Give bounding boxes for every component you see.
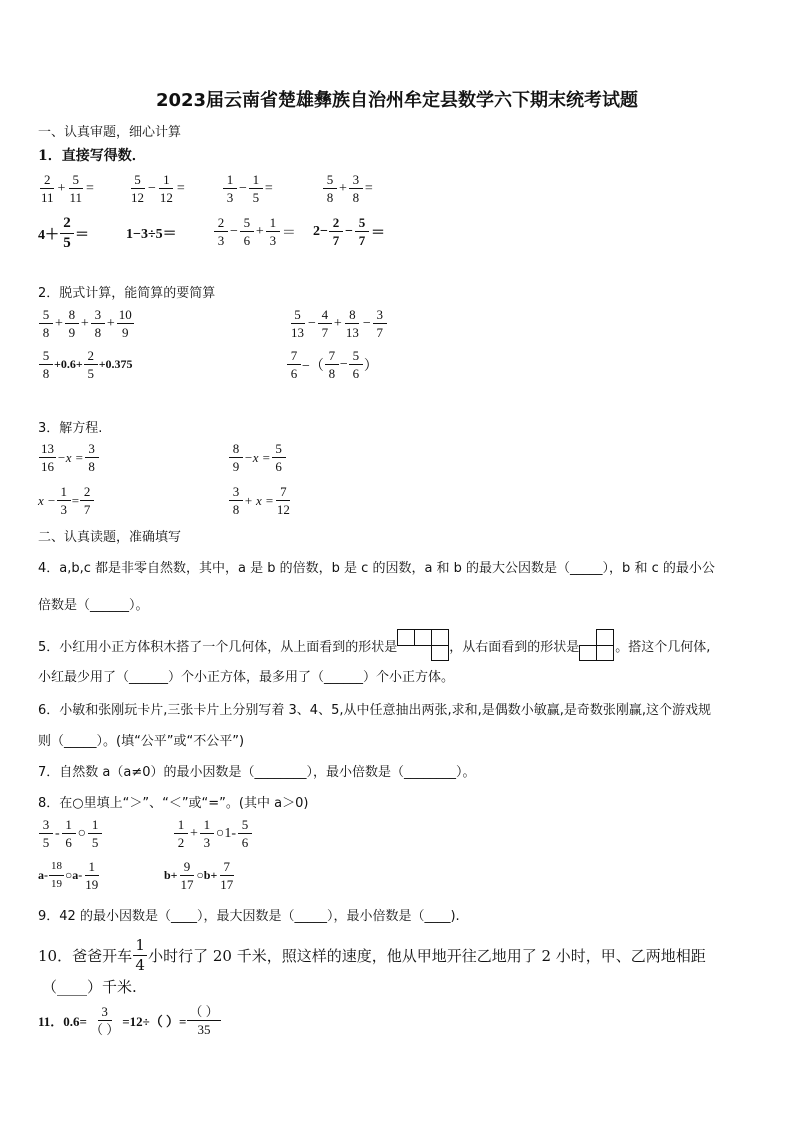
operator: − — [148, 180, 156, 196]
denominator: 19 — [51, 878, 62, 890]
denominator: 7 — [321, 325, 329, 340]
denominator: 9 — [121, 325, 129, 340]
fraction — [229, 484, 243, 517]
fraction — [355, 215, 369, 248]
section-heading-1: 一、认真审题，细心计算 — [38, 125, 182, 140]
numerator: 7 — [276, 484, 290, 501]
denominator: 13 — [291, 325, 304, 340]
numerator: 5 — [39, 348, 53, 365]
operator: = — [85, 180, 94, 196]
fraction — [39, 348, 53, 381]
numerator: 3 — [373, 307, 387, 324]
fraction — [349, 348, 363, 381]
page-title: 2023届云南省楚雄彝族自治州牟定县数学六下期末统考试题 — [155, 90, 639, 111]
q1-row1-expr1 — [38, 172, 95, 205]
numerator: 1 — [223, 172, 237, 189]
q3-equation3-middle: = — [71, 492, 80, 508]
operator: = — [364, 180, 373, 196]
q3-equation4 — [228, 484, 293, 517]
fraction — [39, 817, 53, 850]
operator: + — [339, 180, 347, 196]
fraction — [57, 484, 71, 517]
operator: ＝ — [281, 225, 296, 241]
fraction — [329, 215, 343, 248]
operator: − — [308, 315, 316, 331]
operator: − — [239, 180, 247, 196]
operator: - — [55, 825, 60, 841]
denominator: 8 — [352, 190, 360, 205]
fraction — [214, 215, 228, 248]
section-heading-2: 二、认真读题，准确填写 — [38, 530, 182, 545]
operator: − — [362, 315, 371, 331]
fraction — [223, 172, 237, 205]
fraction — [325, 348, 339, 381]
top-view-shape-icon — [397, 629, 449, 661]
fraction — [39, 307, 53, 340]
fraction — [88, 817, 102, 850]
operator: + — [57, 180, 66, 196]
operator: + — [80, 315, 89, 331]
fraction — [62, 817, 76, 850]
question-9: 9．42 的最小因数是（____），最大因数是（_____），最小倍数是（____). — [38, 909, 460, 924]
question-7: 7．自然数 a（a≠0）的最小因数是（________），最小倍数是（________）。 — [38, 765, 476, 780]
numerator: 5 — [323, 172, 337, 189]
question-4-line1: 4．a,b,c 都是非零自然数，其中，a 是 b 的倍数，b 是 c 的因数，a 和 b 的最大公因数是（_____），b 和 c 的最小公 — [38, 561, 715, 576]
fraction — [179, 859, 196, 892]
q2-expr3-middle: +0.6+ — [54, 357, 83, 371]
q1-row1-expr3 — [222, 172, 274, 205]
fraction — [266, 215, 280, 248]
question-6-line2: 则（_____）。(填“公平”或“不公平”) — [38, 734, 245, 749]
denominator: 6 — [243, 233, 251, 248]
fraction — [67, 172, 84, 205]
fraction — [287, 348, 301, 381]
q1-row2-expr2: 1−3÷5＝ — [126, 227, 177, 242]
question-10-line1 — [38, 937, 706, 974]
denominator: 7 — [376, 325, 383, 340]
question-11 — [38, 1004, 222, 1037]
denominator: 9 — [68, 325, 76, 340]
q3-equation3 — [38, 484, 95, 517]
denominator: 17 — [180, 877, 194, 892]
denominator: 8 — [42, 366, 50, 381]
q11-prefix: 11．0.6= — [38, 1014, 87, 1029]
operator: + — [106, 315, 115, 331]
q8-expr-b — [173, 817, 253, 850]
question-5-line1 — [38, 629, 710, 661]
q5-part1: 5．小红用小正方体积木搭了一个几何体，从上面看到的形状是 — [38, 639, 398, 655]
denominator: 6 — [65, 835, 72, 850]
q2-expr3-end: +0.375 — [98, 357, 133, 371]
numerator: 1 — [200, 817, 214, 834]
numerator: 2 — [40, 172, 54, 189]
q3-equation2 — [228, 441, 287, 474]
q3-equation4-middle: + x = — [244, 492, 274, 508]
fraction — [83, 859, 100, 892]
denominator: 7 — [83, 502, 91, 517]
numerator: 9 — [180, 859, 194, 876]
q1-row2-expr4-prefix: 2− — [313, 223, 328, 239]
right-view-shape-icon — [579, 629, 615, 661]
numerator: 1 — [57, 484, 71, 501]
fraction — [318, 307, 332, 340]
numerator: 3 — [85, 441, 99, 458]
operator: − — [344, 223, 353, 239]
q3-equation2-middle: −x = — [244, 449, 271, 465]
fraction — [344, 307, 361, 340]
numerator: 18 — [49, 859, 64, 876]
numerator: 3 — [39, 817, 53, 834]
operator: = — [264, 180, 273, 196]
fraction — [272, 441, 286, 474]
fraction — [91, 307, 105, 340]
denominator: 6 — [290, 366, 298, 381]
denominator: 6 — [275, 459, 282, 474]
q1-row2-expr1 — [38, 215, 89, 252]
numerator: 8 — [345, 307, 359, 324]
denominator: 13 — [345, 325, 359, 340]
numerator: 1 — [133, 937, 147, 956]
numerator: 3 — [349, 172, 363, 189]
q11-middle: =12÷（ ）= — [122, 1014, 187, 1029]
q3-equation1 — [38, 441, 100, 474]
numerator: 10 — [118, 307, 132, 322]
fraction — [238, 817, 252, 850]
q8-expr-a — [38, 817, 103, 850]
numerator: 2 — [60, 215, 74, 234]
numerator: 5 — [240, 215, 254, 232]
fraction — [85, 441, 99, 474]
fraction — [373, 307, 387, 340]
q2-expr3 — [38, 348, 133, 381]
fraction — [39, 441, 56, 474]
denominator: 5 — [63, 235, 71, 251]
fraction — [187, 1004, 220, 1037]
denominator: 5 — [252, 190, 260, 205]
fraction — [80, 484, 94, 517]
q8-expr-d — [164, 859, 236, 892]
denominator: 3 — [203, 835, 211, 850]
fraction — [229, 441, 243, 474]
fraction — [323, 172, 337, 205]
numerator: 8 — [229, 441, 243, 458]
numerator: 5 — [39, 307, 53, 324]
q1-row1-expr2 — [128, 172, 186, 205]
numerator: 3 — [91, 307, 105, 324]
numerator: 1 — [266, 215, 280, 232]
denominator: （ ） — [89, 1022, 120, 1037]
numerator: 5 — [349, 348, 363, 365]
q2-expr2 — [288, 307, 388, 340]
numerator: 5 — [272, 441, 286, 458]
q8-c-middle: ○a- — [65, 868, 83, 882]
denominator: 2 — [177, 835, 185, 850]
question-10-line2: （____）千米. — [42, 978, 137, 996]
numerator: 13 — [41, 441, 54, 456]
q1-row2-expr4 — [313, 215, 386, 248]
numerator: 7 — [220, 859, 234, 876]
fraction — [49, 859, 64, 892]
numerator: 1 — [249, 172, 263, 189]
q2-expr4-open: −（ — [302, 358, 324, 374]
numerator: 5 — [131, 172, 145, 189]
numerator: 3 — [98, 1004, 112, 1021]
q5-part3: 。搭这个几何体, — [615, 639, 711, 655]
fraction — [129, 172, 146, 205]
denominator: 8 — [326, 190, 334, 205]
q8-expr-c — [38, 859, 101, 892]
numerator: 5 — [291, 307, 305, 324]
numerator: 2 — [80, 484, 94, 501]
fraction — [289, 307, 306, 340]
denominator: 7 — [332, 233, 340, 248]
denominator: 16 — [41, 459, 54, 474]
denominator: 6 — [352, 366, 360, 381]
fraction — [65, 307, 79, 340]
denominator: 3 — [217, 233, 225, 248]
q1-row2-expr4-body — [328, 215, 386, 248]
numerator: 1 — [174, 817, 188, 834]
denominator: 35 — [197, 1022, 211, 1037]
denominator: 8 — [94, 325, 102, 340]
numerator: 2 — [214, 215, 228, 232]
q2-expr4 — [286, 348, 378, 381]
denominator: 11 — [69, 190, 82, 205]
operator: = — [176, 180, 185, 196]
question-2-label: 2．脱式计算，能简算的要简算 — [38, 286, 216, 301]
numerator: 5 — [355, 215, 369, 232]
fraction — [249, 172, 263, 205]
denominator: 6 — [241, 835, 249, 850]
numerator: 2 — [84, 348, 98, 365]
operator: ○1- — [215, 825, 237, 841]
denominator: 19 — [85, 877, 99, 892]
denominator: 11 — [41, 190, 54, 205]
q1-row2-expr1-prefix: 4＋ — [38, 227, 59, 243]
q1-row1-expr4 — [322, 172, 374, 205]
denominator: 9 — [232, 459, 240, 474]
q2-expr1 — [38, 307, 135, 340]
fraction — [349, 172, 363, 205]
denominator: 8 — [328, 366, 336, 381]
question-3-label: 3．解方程. — [38, 421, 103, 436]
denominator: 12 — [131, 190, 144, 205]
operator: ○ — [77, 825, 87, 841]
operator: − — [230, 223, 238, 239]
fraction — [88, 1004, 121, 1037]
denominator: 4 — [135, 956, 145, 974]
q8-c-prefix: a- — [38, 868, 48, 882]
denominator: 5 — [42, 835, 50, 850]
operator: + — [190, 825, 198, 841]
denominator: 17 — [220, 877, 234, 892]
numerator: 1 — [62, 817, 76, 834]
denominator: 12 — [159, 190, 173, 205]
numerator: 3 — [229, 484, 243, 501]
fraction — [39, 172, 56, 205]
denominator: 3 — [269, 233, 277, 248]
denominator: 3 — [226, 190, 234, 205]
numerator: 4 — [318, 307, 332, 324]
q1-row2-expr1-suffix: ＝ — [75, 227, 89, 243]
fraction — [174, 817, 188, 850]
numerator: 5 — [69, 172, 83, 189]
fraction — [84, 348, 98, 381]
operator: + — [55, 315, 63, 331]
q2-expr4-minus: − — [339, 356, 348, 372]
question-8-label: 8．在○里填上“＞”、“＜”或“=”。(其中 a＞0) — [38, 796, 309, 811]
numerator: 1 — [88, 817, 102, 834]
numerator: （ ） — [189, 1004, 219, 1019]
denominator: 5 — [87, 366, 94, 381]
numerator: 7 — [287, 348, 301, 365]
fraction — [218, 859, 235, 892]
question-4-line2: 倍数是（______）。 — [38, 598, 149, 613]
numerator: 1 — [159, 172, 173, 189]
fraction — [200, 817, 214, 850]
fraction — [133, 937, 147, 974]
numerator: 7 — [325, 348, 339, 365]
denominator: 5 — [91, 835, 99, 850]
fraction — [240, 215, 254, 248]
q3-equation3-prefix: x − — [38, 492, 56, 508]
operator: + — [333, 315, 342, 331]
denominator: 3 — [60, 502, 68, 517]
denominator: 8 — [88, 459, 95, 474]
numerator: 5 — [238, 817, 252, 834]
question-5-line2: 小红最少用了（______）个小正方体，最多用了（______）个小正方体。 — [38, 670, 455, 685]
denominator: 12 — [276, 502, 290, 517]
q8-d-prefix: b+ — [164, 868, 178, 882]
fraction — [117, 307, 134, 340]
numerator: 2 — [329, 215, 343, 232]
fraction — [60, 215, 74, 252]
fraction — [275, 484, 292, 517]
q2-expr4-close: ） — [363, 358, 378, 374]
q10-prefix: 10．爸爸开车 — [38, 947, 133, 965]
denominator: 8 — [42, 325, 50, 340]
q10-text: 小时行了 20 千米，照这样的速度，他从甲地开往乙地用了 2 小时，甲、乙两地相距 — [148, 947, 706, 965]
question-6-line1: 6．小敏和张刚玩卡片,三张卡片上分别写着 3、4、5,从中任意抽出两张,求和,是偶数小敏赢,是奇数张刚赢,这个游戏规 — [38, 703, 712, 718]
q3-equation1-middle: −x = — [57, 449, 84, 465]
question-1-label: 1．直接写得数． — [38, 148, 146, 164]
numerator: 1 — [85, 859, 99, 876]
denominator: 8 — [232, 502, 240, 517]
denominator: 7 — [358, 233, 366, 248]
numerator: 8 — [65, 307, 79, 324]
operator: + — [255, 223, 264, 239]
q1-row2-expr3 — [213, 215, 297, 248]
operator: ＝ — [370, 225, 385, 241]
q5-part2: ，从右面看到的形状是 — [449, 639, 580, 655]
fraction — [158, 172, 175, 205]
q8-d-middle: ○b+ — [196, 868, 218, 882]
